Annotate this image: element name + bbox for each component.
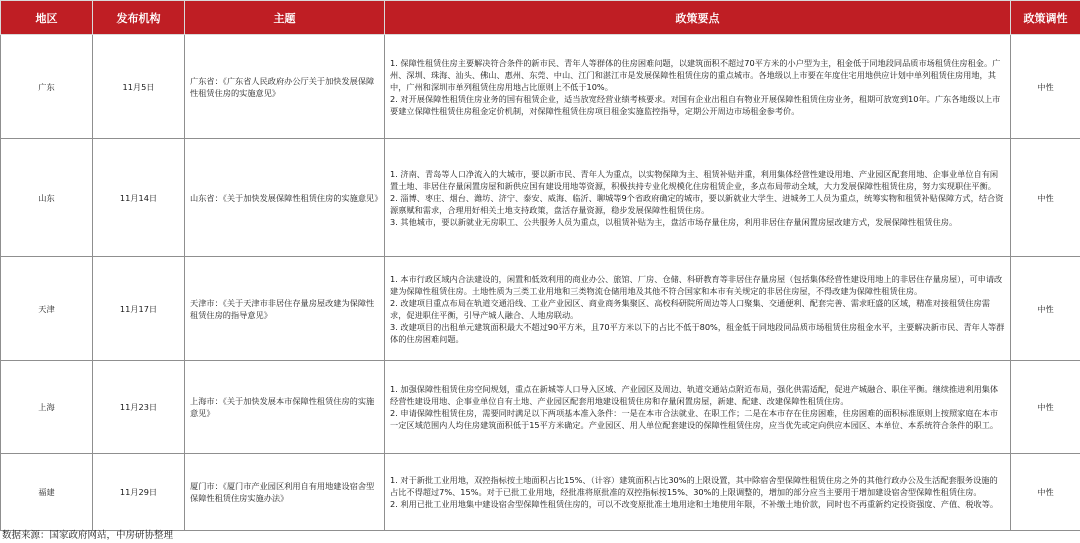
cell-date: 11月17日 <box>93 257 185 361</box>
cell-policy-points <box>385 361 1011 454</box>
policy-point: 1. 加强保障性租赁住房空间规划，重点在新城等人口导入区域、产业园区及周边、轨道交通站点附近布局，强化供需适配，促进产城融合、职住平衡。继续推进利用集体经营性建设用地、企事业单位自有土地、产业园区配套用地建设租赁住房和存量闲置房屋，新建、配建、改建保障性租赁住房。 <box>390 384 999 406</box>
policy-point: 1. 保障性租赁住房主要解决符合条件的新市民、青年人等群体的住房困难问题，以建筑面积不超过70平方米的小户型为主，租金低于同地段同品质市场租赁住房租金。广州、深圳、珠海、汕头、佛山、惠州、东莞、中山、江门和湛江市是发展保障性租赁住房的重点城市。各地级以上市要在年度住宅用地供应计划中单列租赁住房用地，其中，广州和深圳市单列租赁住房用地占比原则上不低于10%。 <box>390 57 1001 92</box>
policy-point: 2. 利用已批工业用地集中建设宿舍型保障性租赁住房的，可以不改变原批准土地用途和土地使用年限，不补缴土地价款，同时也不再重新约定投资强度、产值、税收等。 <box>390 499 999 509</box>
cell-date: 11月23日 <box>93 361 185 454</box>
policy-point: 1. 本市行政区域内合法建设的，闲置和低效利用的商业办公、旅馆、厂房、仓储、科研教育等非居住存量房屋（包括集体经营性建设用地上的非居住存量房屋），可申请改建为保障性租赁住房。土地性质为三类工业用地和三类物流仓储用地及其他不符合国家和本市有关规定的非居住房屋，不得改建为保障性租赁住房。 <box>390 273 1003 296</box>
cell-topic: 山东省：《关于加快发展保障性租赁住房的实施意见》 <box>185 139 385 257</box>
header-topic: 主题 <box>185 1 385 35</box>
table-row <box>1 35 1080 139</box>
header-issuer: 发布机构 <box>93 1 185 35</box>
cell-policy-points <box>385 257 1011 361</box>
cell-tone: 中性 <box>1011 257 1080 361</box>
cell-region: 福建 <box>1 454 93 531</box>
cell-tone: 中性 <box>1011 454 1080 531</box>
table-row <box>1 454 1080 531</box>
header-policy-tone: 政策调性 <box>1011 1 1080 35</box>
policy-point: 2. 改建项目重点布局在轨道交通沿线、工业产业园区、商业商务集聚区、高校科研院所周边等人口聚集、交通便利、配套完善、需求旺盛的区域，精准对接租赁住房需求，促进职住平衡，引导产城人融合、人地房联动。 <box>390 297 990 320</box>
header-region: 地区 <box>1 1 93 35</box>
policy-point: 3. 其他城市，要以新就业无房职工、公共服务人员为重点，以租赁补贴为主，盘活市场存量住房，利用非居住存量闲置房屋改建方式，发展保障性租赁住房。 <box>390 216 958 227</box>
policy-point: 2. 申请保障性租赁住房，需要同时满足以下两项基本准入条件：一是在本市合法就业、在职工作；二是在本市存在住房困难，住房困难的面积标准原则上按照家庭在本市一定区域范围内人均住房建筑面积低于15平方米确定。产业园区、用人单位配套建设的保障性租赁住房，应当优先或定向供应本园区、本单位、本系统符合条件的职工。 <box>390 408 999 430</box>
cell-date: 11月29日 <box>93 454 185 531</box>
cell-region: 山东 <box>1 139 93 257</box>
header-policy-points: 政策要点 <box>385 1 1011 35</box>
policy-point: 1. 对于新批工业用地，双控指标按土地面积占比15%、（计容）建筑面积占比30%的上限设置，其中除宿舍型保障性租赁住房之外的其他行政办公及生活配套服务设施的占比不得超过7%、15%。对于已批工业用地，经批准将原批准的双控指标按15%、30%的上限调整的，增加的部分应当主要用于增加建设宿舍型保障性租赁住房。 <box>390 475 998 497</box>
table-row <box>1 257 1080 361</box>
cell-topic: 广东省：《广东省人民政府办公厅关于加快发展保障性租赁住房的实施意见》 <box>185 35 385 139</box>
policy-point: 2. 对开展保障性租赁住房业务的国有租赁企业，适当放宽经营业绩考核要求。对国有企业出租自有物业开展保障性租赁住房业务，租期可放宽到10年。广东各地级以上市要建立保障性租赁住房租金定价机制，对保障性租赁住房项目租金实施监控指导，定期公开周边市场租金参考价。 <box>390 93 1001 116</box>
policy-point: 1. 济南、青岛等人口净流入的大城市，要以新市民、青年人为重点，以实物保障为主、租赁补贴并重，利用集体经营性建设用地、产业园区配套用地、企事业单位自有闲置土地、非居住存量闲置房屋和新供应国有建设用地等资源，积极扶持专业化规模化住房租赁企业，多点布局带动全域，大力发展保障性租赁住房，努力实现职住平衡。 <box>390 168 999 191</box>
policy-point: 3. 改建项目的出租单元建筑面积最大不超过90平方米，且70平方米以下的占比不低于80%，租金低于同地段同品质市场租赁住房租金水平，主要解决新市民、青年人等群体的住房困难问题。 <box>390 321 1005 344</box>
table-row <box>1 361 1080 454</box>
cell-date: 11月5日 <box>93 35 185 139</box>
cell-tone: 中性 <box>1011 139 1080 257</box>
policy-point: 2. 淄博、枣庄、烟台、潍坊、济宁、泰安、威海、临沂、聊城等9个省政府确定的城市，要以新就业大学生、进城务工人员为重点，统筹实物和租赁补贴保障方式，结合资源禀赋和需求，合理用好相关土地支持政策，盘活存量资源，稳步发展保障性租赁住房。 <box>390 192 1004 215</box>
cell-region: 广东 <box>1 35 93 139</box>
cell-region: 上海 <box>1 361 93 454</box>
cell-policy-points <box>385 454 1011 531</box>
cell-tone: 中性 <box>1011 361 1080 454</box>
table-row <box>1 139 1080 257</box>
cell-topic: 厦门市：《厦门市产业园区利用自有用地建设宿舍型保障性租赁住房实施办法》 <box>185 454 385 531</box>
cell-date: 11月14日 <box>93 139 185 257</box>
cell-topic: 天津市：《关于天津市非居住存量房屋改建为保障性租赁住房的指导意见》 <box>185 257 385 361</box>
cell-region: 天津 <box>1 257 93 361</box>
cell-policy-points <box>385 35 1011 139</box>
table-header-row <box>1 1 1080 35</box>
cell-topic: 上海市：《关于加快发展本市保障性租赁住房的实施意见》 <box>185 361 385 454</box>
cell-policy-points <box>385 139 1011 257</box>
data-source-note: 数据来源：国家政府网站，中房研协整理 <box>2 530 174 541</box>
cell-tone: 中性 <box>1011 35 1080 139</box>
